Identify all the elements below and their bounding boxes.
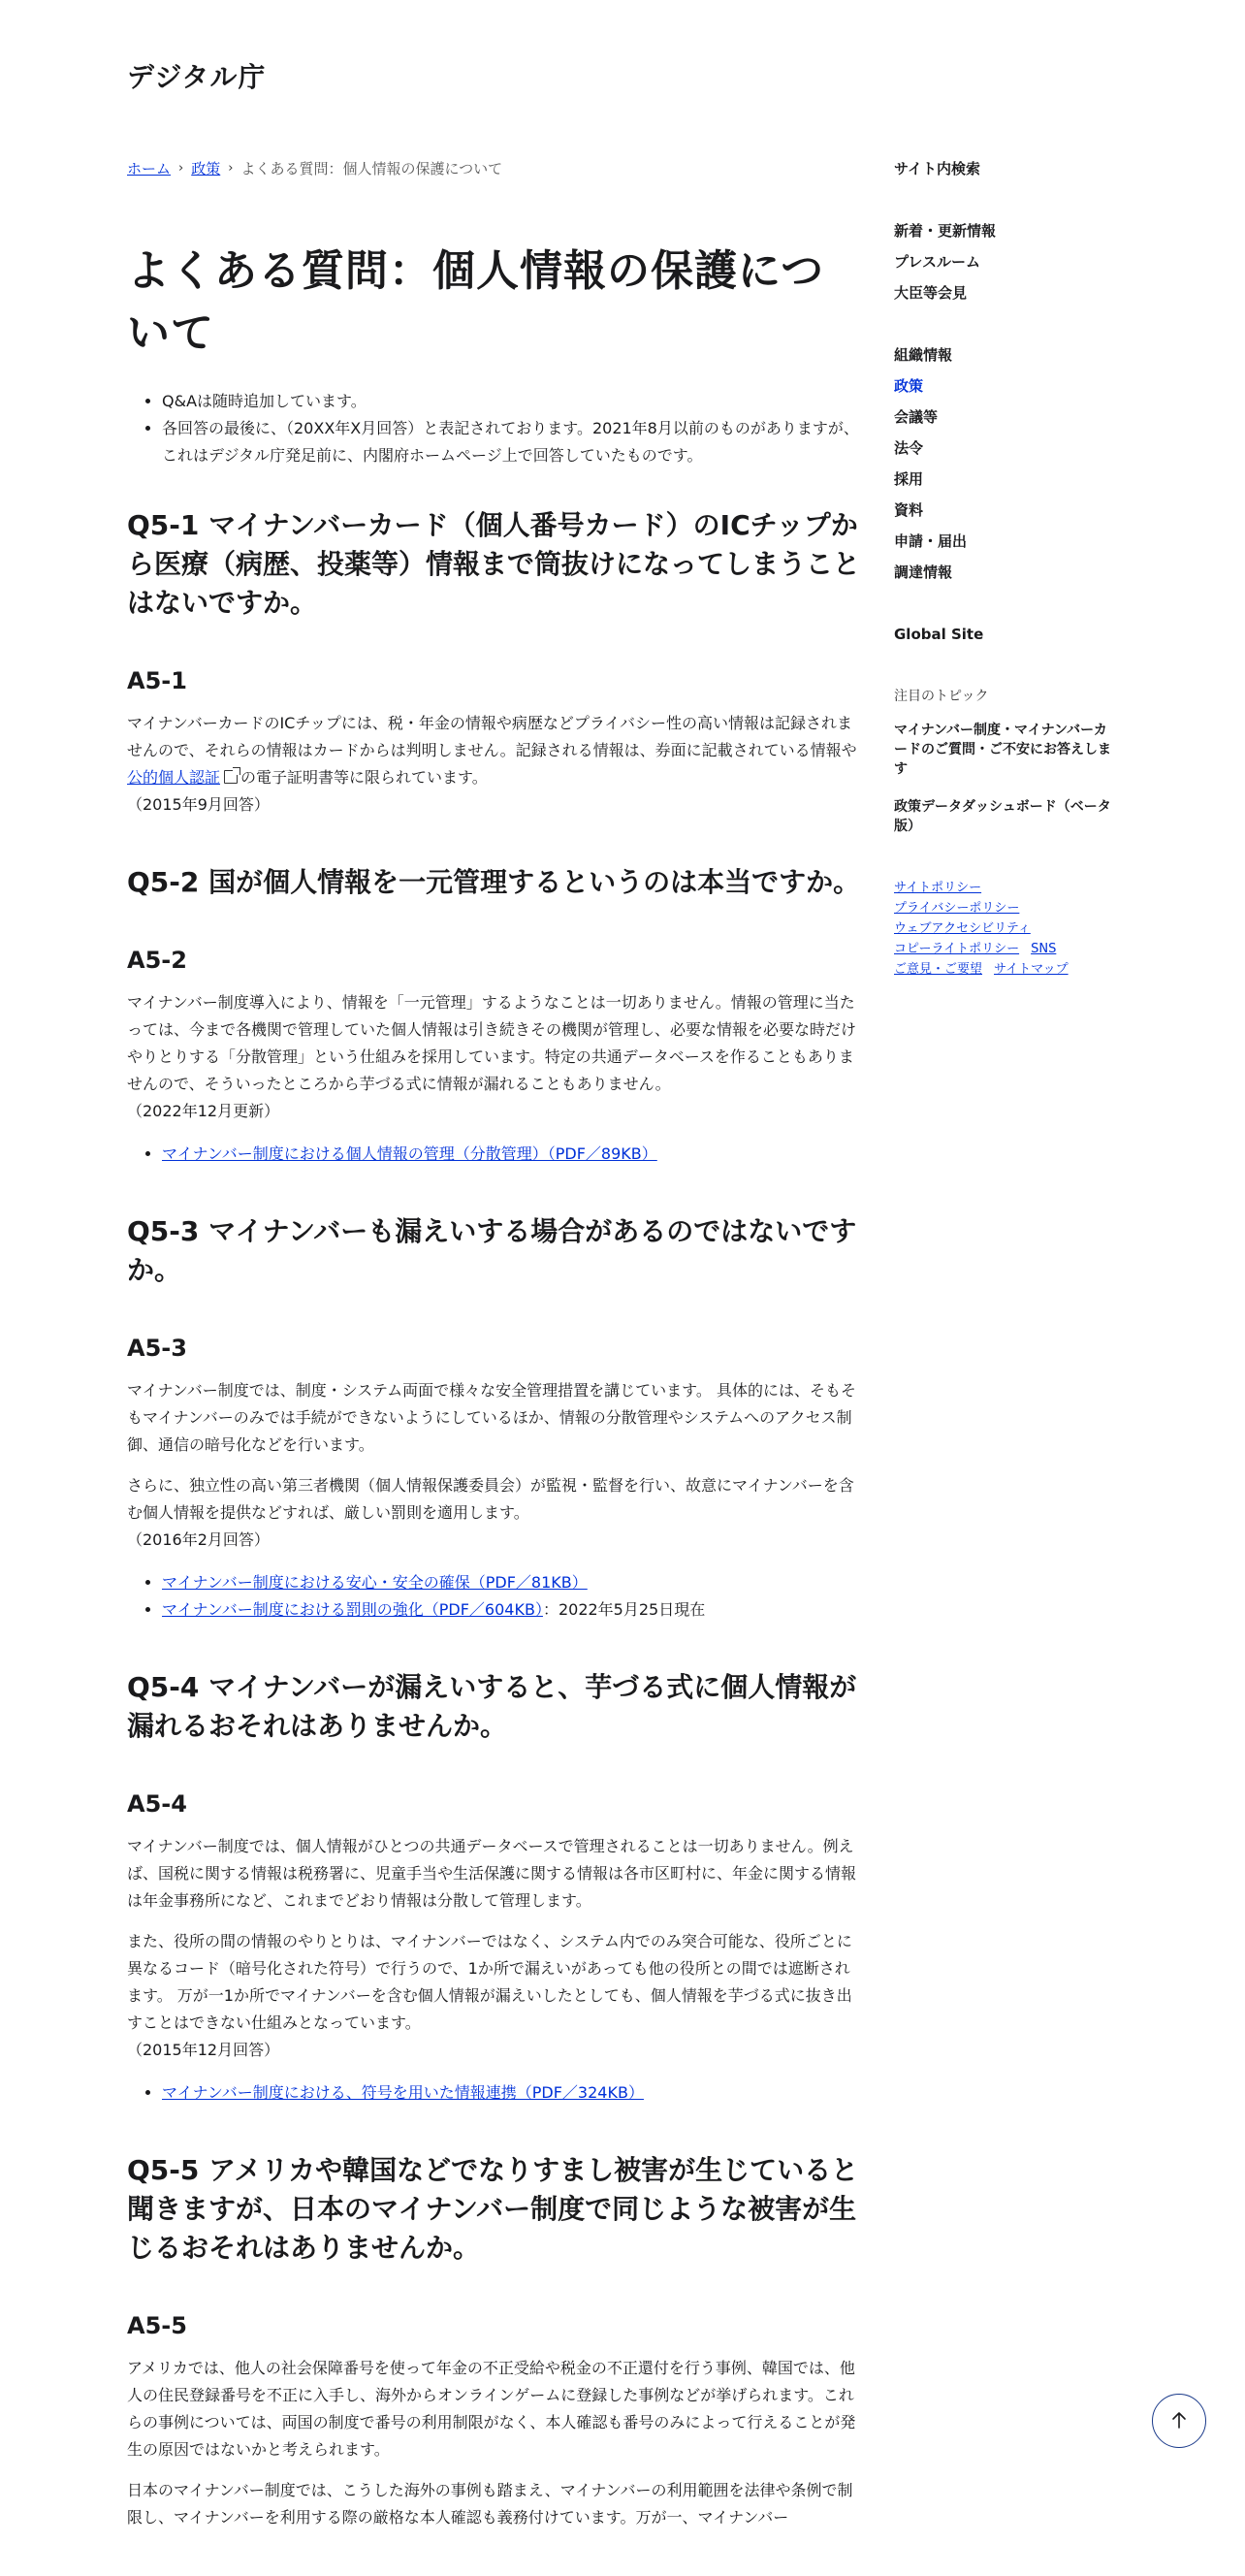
sidebar-item-resources[interactable]: 資料 xyxy=(894,501,924,519)
sidebar-nav-main xyxy=(894,345,967,594)
question-heading: Q5-5 アメリカや韓国などでなりすまし被害が生じていると聞きますが、日本のマイナンバー制度で同じような被害が生じるおそれはありませんか。 xyxy=(127,2153,859,2264)
answer-date: （2016年2月回答） xyxy=(127,1530,270,1549)
answer-paragraph: また、役所の間の情報のやりとりは、マイナンバーではなく、システム内でのみ突合可能な、役所ごとに異なるコード（暗号化された符号）で行うので、1か所で漏えいがあっても他の役所との間では遮断されます。 万が一1か所でマイナンバーを含む個人情報が漏えいしたとしても、個人情報を芋づる式に抜き出すことはできない仕組みとなっています。 xyxy=(127,1931,852,2032)
qa-5-1 xyxy=(127,506,864,819)
list-item xyxy=(162,2079,864,2107)
sidebar-item-press-conference[interactable]: 大臣等会見 xyxy=(894,284,968,302)
answer-paragraph: 日本のマイナンバー制度では、こうした海外の事例も踏まえ、マイナンバーの利用範囲を法律や条例で制限し、マイナンバーを利用する際の厳格な本人確認も義務付けています。万が一、マイナンバー xyxy=(127,2480,853,2527)
site-search-button[interactable]: サイト内検索 xyxy=(894,160,980,177)
related-links xyxy=(127,1569,864,1624)
qa-5-3 xyxy=(127,1212,864,1624)
footer-links xyxy=(894,878,1127,980)
sidebar-nav-news xyxy=(894,221,996,314)
sidebar-item-policy[interactable]: 政策 xyxy=(894,377,924,395)
related-links xyxy=(127,1141,864,1168)
qa-5-2 xyxy=(127,863,864,1168)
sidebar-item-pressroom[interactable]: プレスルーム xyxy=(894,253,980,271)
jpki-link[interactable]: 公的個人認証 xyxy=(127,767,221,787)
site-policy-link[interactable]: サイトポリシー xyxy=(894,881,982,895)
pdf-link[interactable]: マイナンバー制度における罰則の強化（PDF／604KB） xyxy=(162,1599,543,1619)
answer-paragraph: アメリカでは、他人の社会保障番号を使って年金の不正受給や税金の不正還付を行う事例、韓国では、他人の住民登録番号を不正に入手し、海外からオンラインゲームに登録した事例などが挙げられます。これらの事例については、両国の制度で番号の利用制限がなく、本人確認も番号のみによって行えることが発生の原因ではないかと考えられます。 xyxy=(127,2358,856,2459)
page-title: よくある質問：個人情報の保護について xyxy=(127,246,825,358)
link-suffix: ：2022年5月25日現在 xyxy=(542,1599,706,1619)
sidebar-item-news[interactable]: 新着・更新情報 xyxy=(894,222,997,240)
answer-date: （2015年9月回答） xyxy=(127,794,270,814)
answer-heading: A5-2 xyxy=(127,946,187,974)
privacy-policy-link[interactable]: プライバシーポリシー xyxy=(894,901,1020,916)
topics-label: 注目のトピック xyxy=(894,689,989,704)
sidebar-item-laws[interactable]: 法令 xyxy=(894,439,924,457)
qa-5-4 xyxy=(127,1668,864,2107)
sidebar-item-organization[interactable]: 組織情報 xyxy=(894,346,953,364)
answer-paragraph: マイナンバー制度では、制度・システム両面で様々な安全管理措置を講じています。 具体的には、そもそもマイナンバーのみでは手続ができないようにしているほか、情報の分散管理やシステムへのアクセス制御、通信の暗号化などを行います。 xyxy=(127,1380,856,1454)
sitemap-link[interactable]: サイトマップ xyxy=(994,962,1069,977)
question-heading: Q5-1 マイナンバーカード（個人番号カード）のICチップから医療（病歴、投薬等）情報まで筒抜けになってしまうことはないですか。 xyxy=(127,508,861,619)
breadcrumb xyxy=(127,158,502,178)
list-item xyxy=(162,1569,864,1596)
chevron-right-icon: › xyxy=(178,161,184,176)
question-heading: Q5-2 国が個人情報を一元管理するというのは本当ですか。 xyxy=(127,865,861,898)
answer-heading: A5-3 xyxy=(127,1334,187,1362)
breadcrumb-policy-link[interactable]: 政策 xyxy=(191,160,221,177)
sidebar-item-global-site[interactable]: Global Site xyxy=(894,626,984,643)
answer-paragraph: マイナンバー制度導入により、情報を「一元管理」するようなことは一切ありません。情報の管理に当たっては、今まで各機関で管理していた個人情報は引き続きその機関が管理し、必要な情報を必要な時だけやりとりする「分散管理」という仕組みを採用しています。特定の共通データベースを作ることもありませんので、そういったところから芋づる式に情報が漏れることもありません。 xyxy=(127,992,857,1093)
external-link-icon xyxy=(224,770,238,784)
answer-heading: A5-4 xyxy=(127,1789,187,1818)
intro-item: • 各回答の最後に、（20XX年X月回答）と表記されております。2021年8月以前のものがありますが、これはデジタル庁発足前に、内閣府ホームページ上で回答していたものです。 xyxy=(162,415,864,469)
sidebar-item-procurement[interactable]: 調達情報 xyxy=(894,564,953,581)
answer-date: （2022年12月更新） xyxy=(127,1101,280,1120)
answer-paragraph: マイナンバー制度では、個人情報がひとつの共通データベースで管理されることは一切ありません。例えば、国税に関する情報は税務署に、児童手当や生活保護に関する情報は各市区町村に、年金に関する情報は年金事務所になど、これまでどおり情報は分散して管理します。 xyxy=(127,1836,857,1910)
answer-paragraph: さらに、独立性の高い第三者機関（個人情報保護委員会）が監視・監督を行い、故意にマイナンバーを含む個人情報を提供などすれば、厳しい罰則を適用します。 xyxy=(127,1475,854,1522)
question-heading: Q5-4 マイナンバーが漏えいすると、芋づる式に個人情報が漏れるおそれはありませんか。 xyxy=(127,1670,857,1742)
sidebar-item-councils[interactable]: 会議等 xyxy=(894,408,939,426)
pdf-link[interactable]: マイナンバー制度における、符号を用いた情報連携（PDF／324KB） xyxy=(162,2082,644,2102)
topic-dashboard-link[interactable]: 政策データダッシュボード（ベータ版） xyxy=(894,799,1111,834)
back-to-top-button[interactable] xyxy=(1152,2394,1206,2448)
intro-list xyxy=(127,388,864,469)
sidebar-nav-global xyxy=(894,625,983,656)
sns-link[interactable]: SNS xyxy=(1031,942,1057,956)
answer-paragraph: マイナンバーカードのICチップには、税・年金の情報や病歴などプライバシー性の高い情報は記録されませんので、それらの情報はカードからは判明しません。記録される情報は、券面に記載されている情報や 公的個人認証 の電子証明書等に限られています。 xyxy=(127,713,857,787)
sidebar-item-applications[interactable]: 申請・届出 xyxy=(894,532,968,550)
intro-item: • Q&Aは随時追加しています。 xyxy=(162,388,864,415)
breadcrumb-home-link[interactable]: ホーム xyxy=(127,160,172,177)
answer-heading: A5-1 xyxy=(127,666,187,694)
list-item xyxy=(162,1141,864,1168)
question-heading: Q5-3 マイナンバーも漏えいする場合があるのではないですか。 xyxy=(127,1214,857,1286)
copyright-link[interactable]: コピーライトポリシー xyxy=(894,942,1020,956)
feedback-link[interactable]: ご意見・ご要望 xyxy=(894,962,983,977)
answer-date: （2015年12月回答） xyxy=(127,2040,280,2059)
pdf-link[interactable]: マイナンバー制度における個人情報の管理（分散管理）（PDF／89KB） xyxy=(162,1143,657,1163)
arrow-up-icon xyxy=(1167,2408,1191,2431)
chevron-right-icon: › xyxy=(228,161,234,176)
sidebar-item-recruitment[interactable]: 採用 xyxy=(894,470,924,488)
answer-heading: A5-5 xyxy=(127,2311,187,2339)
accessibility-link[interactable]: ウェブアクセシビリティ xyxy=(894,921,1031,936)
list-item xyxy=(162,1596,864,1624)
pdf-link[interactable]: マイナンバー制度における安心・安全の確保（PDF／81KB） xyxy=(162,1572,588,1592)
breadcrumb-current: よくある質問：個人情報の保護について xyxy=(240,160,503,177)
topic-mynumber-link[interactable]: マイナンバー制度・マイナンバーカードのご質問・ご不安にお答えします xyxy=(894,723,1111,777)
qa-5-5 xyxy=(127,2151,864,2531)
related-links xyxy=(127,2079,864,2107)
site-logo[interactable]: デジタル庁 xyxy=(127,61,267,93)
main-content xyxy=(127,241,864,2576)
